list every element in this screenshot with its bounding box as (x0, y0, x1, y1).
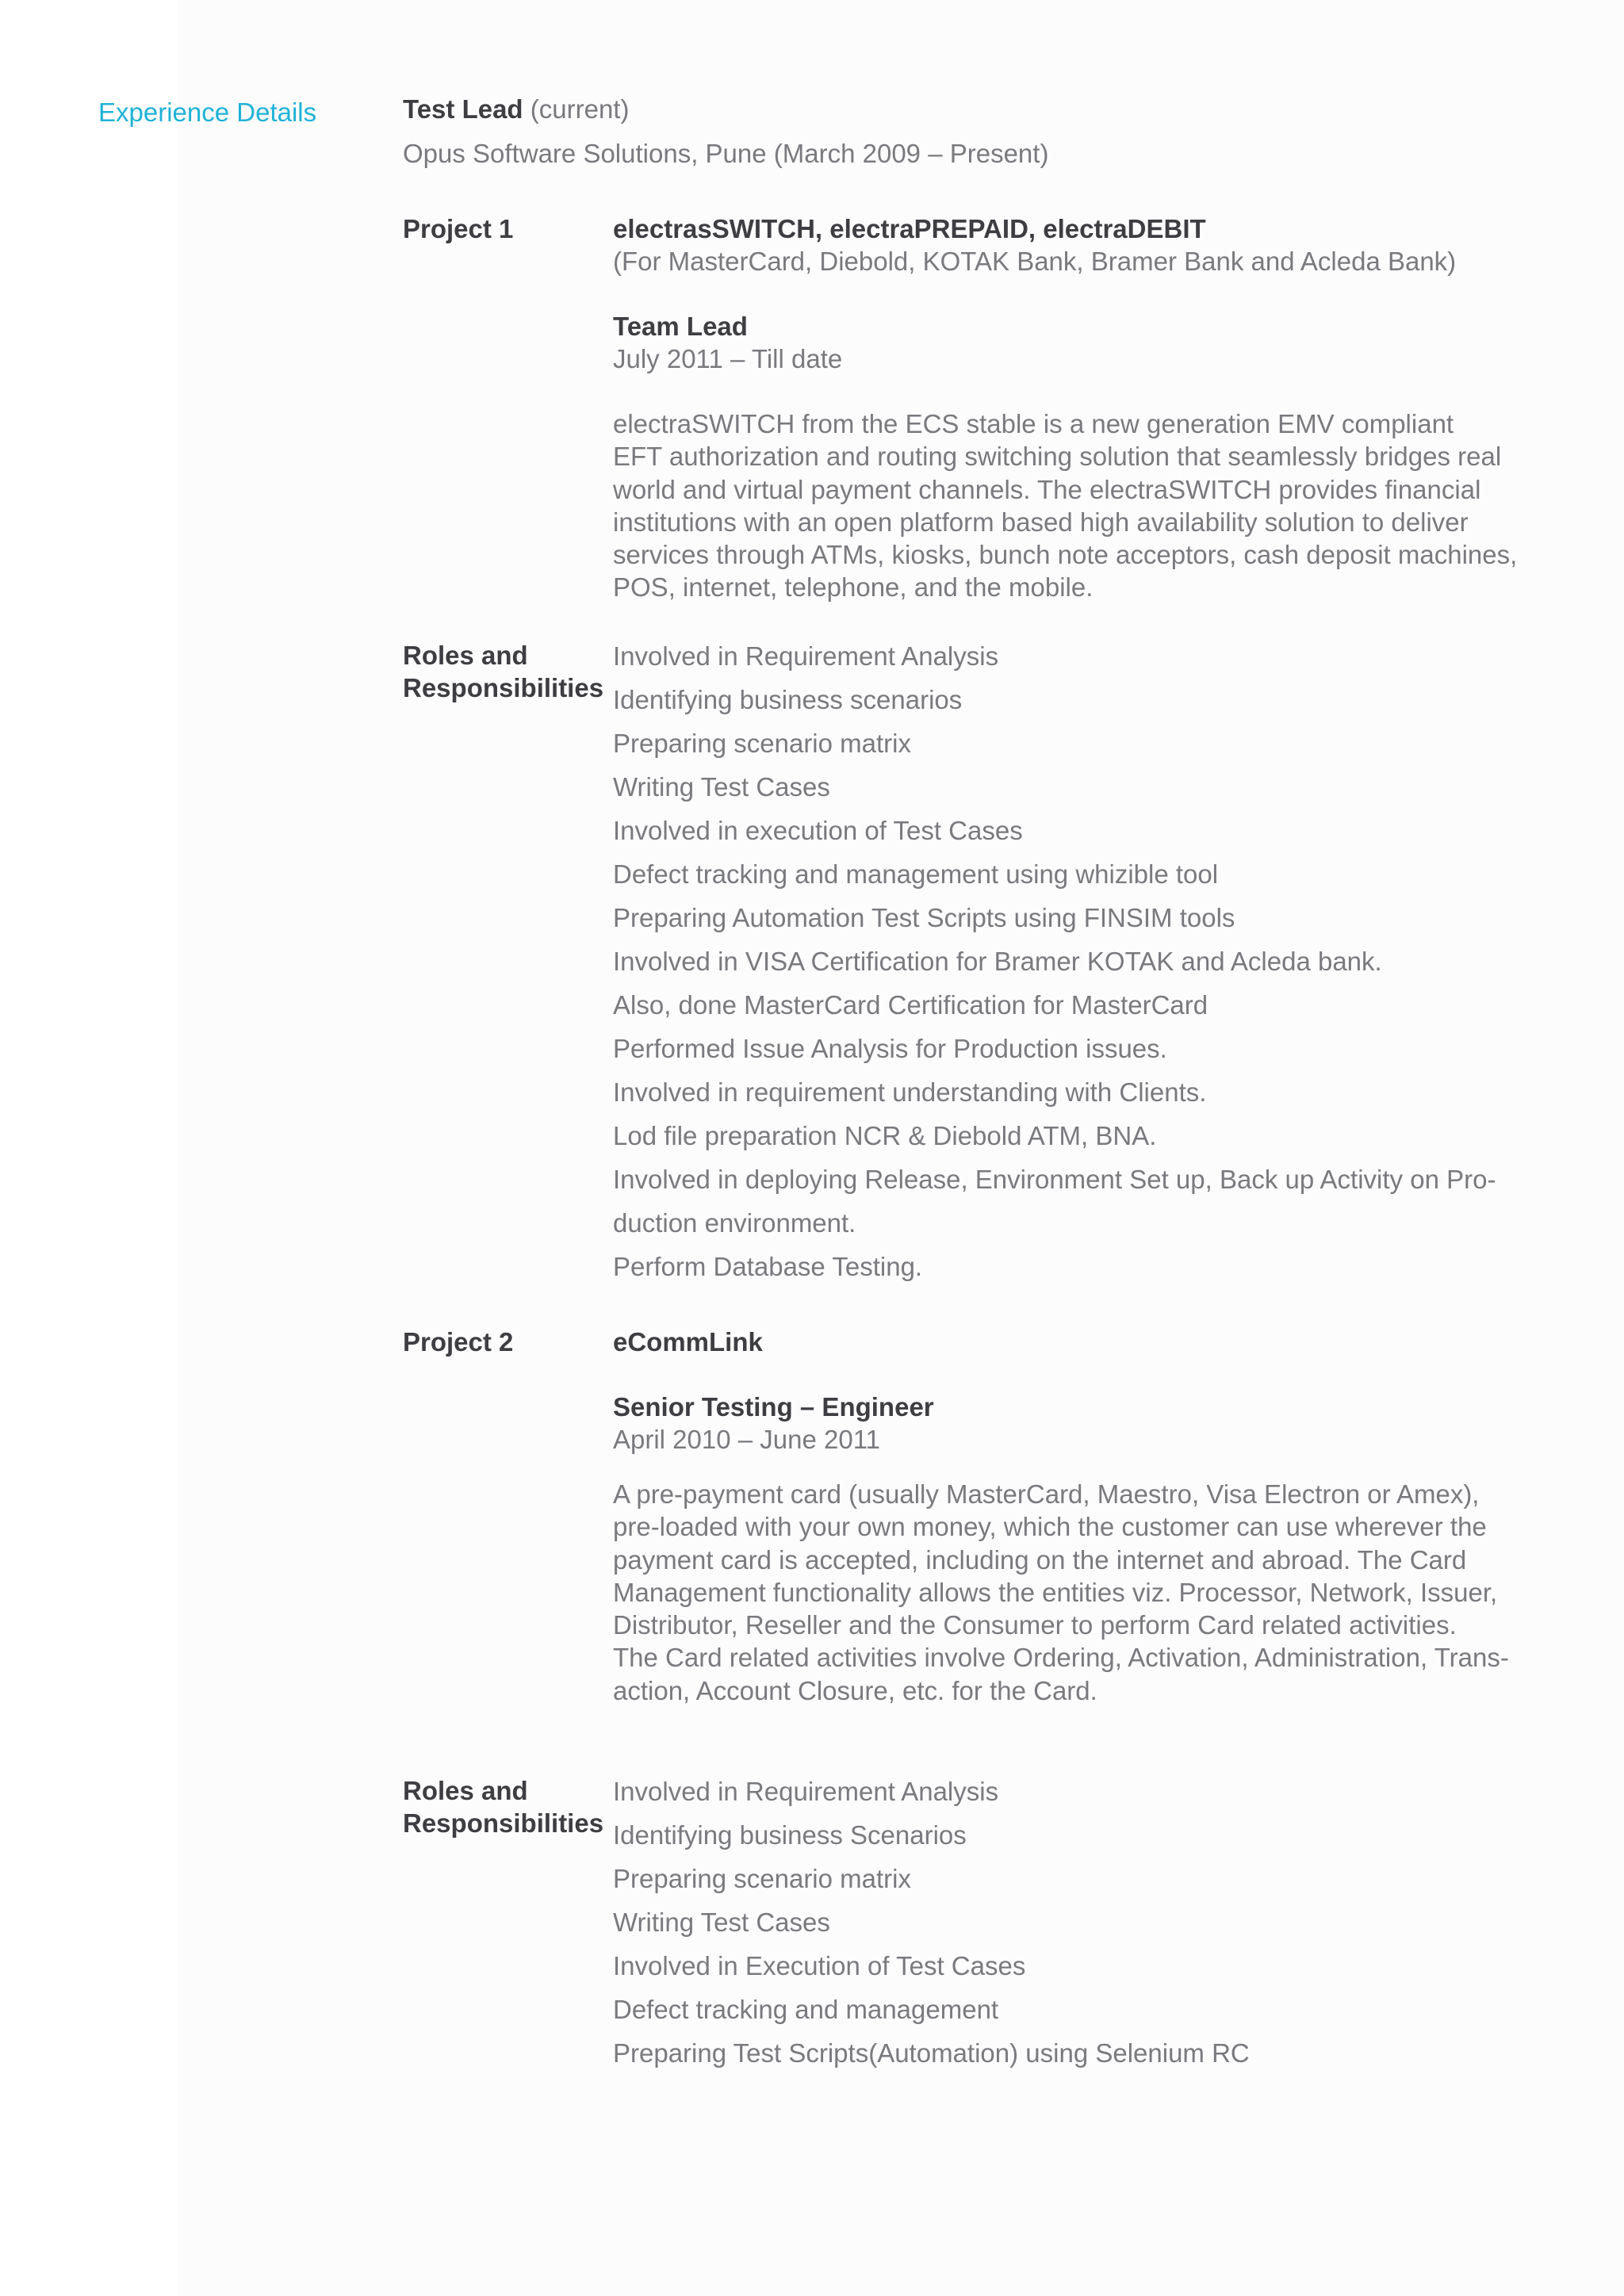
list-item: Preparing scenario matrix (613, 1864, 911, 1893)
list-item: Involved in Execution of Test Cases (613, 1951, 1026, 1980)
list-item: Preparing scenario matrix (613, 729, 911, 758)
project-1-description (613, 408, 1533, 604)
responsibilities-label-line: Responsibilities (403, 1808, 604, 1838)
project-2-label: Project 2 (403, 1327, 514, 1357)
description-line: The Card related activities involve Ordering, Activation, Administration, Trans- (613, 1643, 1509, 1673)
project-2-dates: April 2010 – June 2011 (613, 1425, 880, 1454)
responsibilities-label (403, 639, 607, 704)
list-item: Involved in Requirement Analysis (613, 641, 999, 671)
description-line: EFT authorization and routing switching solution that seamlessly bridges real (613, 442, 1502, 472)
description-line: action, Account Closure, etc. for the Card. (613, 1675, 1097, 1705)
list-item: Involved in Requirement Analysis (613, 1777, 999, 1806)
list-item: Preparing Test Scripts(Automation) using Selenium RC (613, 2038, 1250, 2068)
responsibilities-list-wrap (613, 1770, 1533, 2075)
responsibilities-label-line: Roles and (403, 1776, 528, 1805)
responsibilities-list (613, 634, 1533, 1288)
section-label: Experience Details (98, 98, 317, 127)
project-1-name: electrasSWITCH, electraPREPAID, electraDEBIT (613, 214, 1206, 243)
description-line: payment card is accepted, including on the internet and abroad. The Card (613, 1544, 1467, 1575)
list-item: duction environment. (613, 1208, 856, 1238)
project-2-description (613, 1478, 1533, 1707)
project-1-clients: (For MasterCard, Diebold, KOTAK Bank, Bramer Bank and Acleda Bank) (613, 247, 1457, 276)
responsibilities-label (403, 1774, 607, 1839)
job-status: (current) (530, 94, 630, 124)
list-item: Involved in deploying Release, Environment Set up, Back up Activity on Pro- (613, 1165, 1496, 1194)
description-line: A pre-payment card (usually MasterCard, Maestro, Visa Electron or Amex), (613, 1479, 1480, 1509)
description-line: Management functionality allows the entities viz. Processor, Network, Issuer, (613, 1577, 1498, 1607)
responsibilities-list (613, 1770, 1533, 2075)
project-2-name: eCommLink (613, 1327, 763, 1357)
project-1-content (613, 212, 1533, 604)
list-item: Lod file preparation NCR & Diebold ATM, BNA. (613, 1121, 1157, 1150)
description-line: pre-loaded with your own money, which the customer can use wherever the (613, 1512, 1487, 1542)
list-item: Identifying business Scenarios (613, 1820, 967, 1850)
list-item: Performed Issue Analysis for Production issues. (613, 1034, 1167, 1063)
description-line: electraSWITCH from the ECS stable is a new generation EMV compliant (613, 409, 1454, 438)
list-item: Identifying business scenarios (613, 685, 963, 714)
list-item: Writing Test Cases (613, 1908, 830, 1937)
list-item: Involved in VISA Certification for Bramer KOTAK and Acleda bank. (613, 947, 1382, 976)
project-2-role: Senior Testing – Engineer (613, 1392, 934, 1422)
list-item: Defect tracking and management (613, 1995, 999, 2024)
responsibilities-label-line: Responsibilities (403, 673, 604, 702)
list-item: Involved in requirement understanding with Clients. (613, 1077, 1207, 1107)
job-title-line (403, 89, 1561, 130)
list-item: Defect tracking and management using whizible tool (613, 859, 1219, 889)
list-item: Also, done MasterCard Certification for MasterCard (613, 990, 1208, 1020)
description-line: services through ATMs, kiosks, bunch note acceptors, cash deposit machines, (613, 540, 1518, 570)
description-line: Distributor, Reseller and the Consumer to perform Card related activities. (613, 1610, 1457, 1640)
description-line: POS, internet, telephone, and the mobile. (613, 572, 1094, 603)
project-1-role: Team Lead (613, 312, 748, 341)
list-item: Writing Test Cases (613, 772, 830, 802)
job-company: Opus Software Solutions, Pune (March 2009 – Present) (403, 139, 1049, 168)
project-2-content (613, 1326, 1533, 1707)
job-header (403, 89, 1561, 174)
list-item: Perform Database Testing. (613, 1252, 923, 1281)
project-1-dates: July 2011 – Till date (613, 344, 843, 373)
responsibilities-label-line: Roles and (403, 641, 528, 670)
job-title: Test Lead (403, 94, 523, 124)
description-line: institutions with an open platform based high availability solution to deliver (613, 507, 1469, 537)
list-item: Preparing Automation Test Scripts using FINSIM tools (613, 903, 1235, 932)
responsibilities-list-wrap (613, 634, 1533, 1288)
project-1-label: Project 1 (403, 214, 514, 243)
list-item: Involved in execution of Test Cases (613, 816, 1023, 845)
description-line: world and virtual payment channels. The electraSWITCH provides financial (613, 474, 1481, 504)
